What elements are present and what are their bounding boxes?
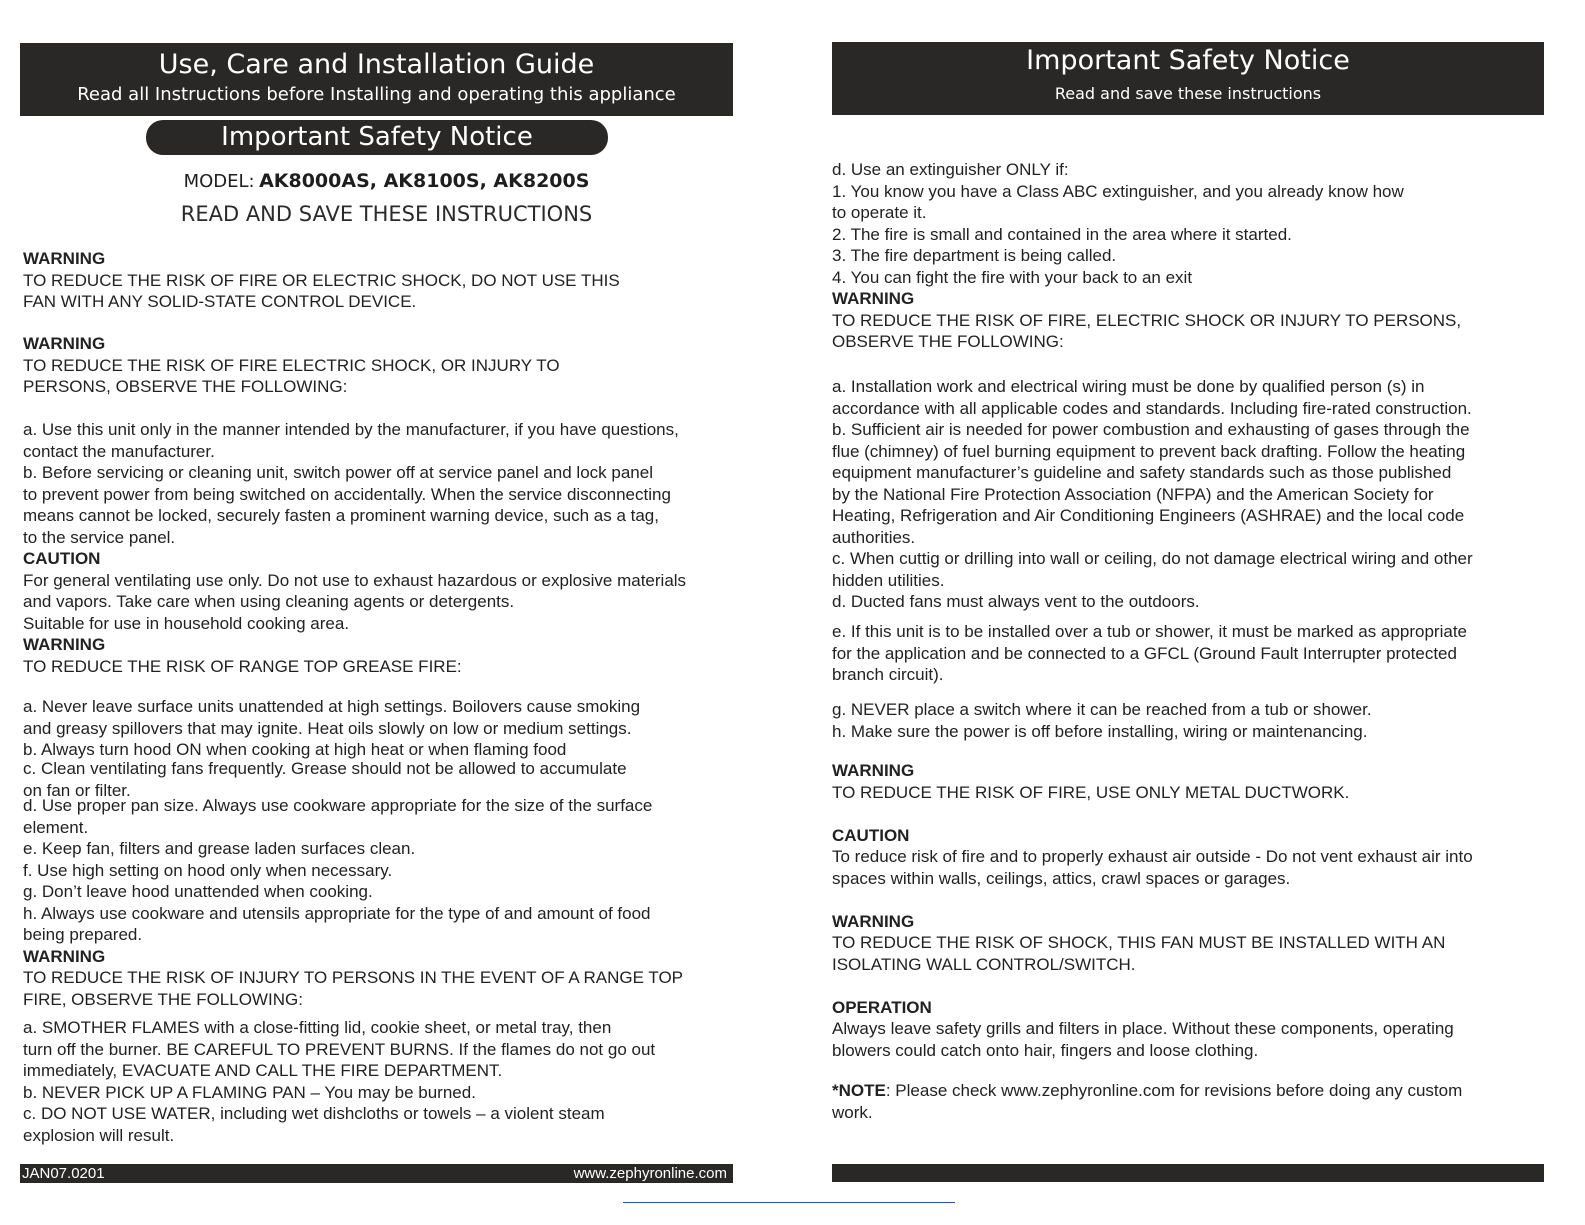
body-line: 4. You can fight the fire with your back to an exit <box>832 267 1193 287</box>
body-line: by the National Fire Protection Association (NFPA) and the American Society for <box>832 484 1434 504</box>
section-heading: WARNING <box>23 635 106 654</box>
body-line: contact the manufacturer. <box>23 441 215 461</box>
body-line <box>832 889 1473 911</box>
body-line: 3. The fire department is being called. <box>832 246 1117 265</box>
body-line: means cannot be locked, securely fasten a prominent warning device, such as a tag, <box>23 506 659 525</box>
left-header-title: Use, Care and Installation Guide <box>158 49 595 80</box>
body-line: c. When cuttig or drilling into wall or ceiling, do not damage electrical wiring and other <box>832 549 1473 568</box>
body-line <box>832 803 1473 825</box>
footer-url[interactable]: www.zephyronline.com <box>573 1165 727 1182</box>
left-text-block <box>23 333 560 398</box>
left-text-block <box>23 1017 655 1146</box>
model-line <box>20 170 753 192</box>
body-line: a. Installation work and electrical wiring must be done by qualified person (s) in <box>832 377 1425 396</box>
right-header-subtitle: Read and save these instructions <box>1054 84 1322 103</box>
body-line: f. Use high setting on hood only when necessary. <box>23 860 393 880</box>
left-text-block <box>23 795 683 1010</box>
left-header-bar <box>20 43 733 116</box>
body-line: on fan or filter. <box>23 780 131 800</box>
section-heading: WARNING <box>23 249 106 268</box>
body-line: For general ventilating use only. Do not use to exhaust hazardous or explosive materials <box>23 570 687 590</box>
body-line: b. NEVER PICK UP A FLAMING PAN – You may be burned. <box>23 1082 476 1102</box>
note-label: *NOTE <box>832 1081 886 1100</box>
body-line: c. Clean ventilating fans frequently. Grease should not be allowed to accumulate <box>23 759 627 778</box>
body-line: and greasy spillovers that may ignite. Heat oils slowly on low or medium settings. <box>23 718 632 738</box>
body-line: flue (chimney) of fuel burning equipment to prevent back drafting. Follow the heating <box>832 441 1466 461</box>
body-line: hidden utilities. <box>832 570 945 590</box>
body-line: OBSERVE THE FOLLOWING: <box>832 332 1064 351</box>
body-line: FIRE, OBSERVE THE FOLLOWING: <box>23 989 303 1009</box>
body-line: g. Don’t leave hood unattended when cooking. <box>23 882 373 901</box>
body-line: turn off the burner. BE CAREFUL TO PREVENT BURNS. If the flames do not go out <box>23 1039 656 1059</box>
right-text-block <box>832 621 1467 686</box>
section-heading: CAUTION <box>832 825 910 845</box>
body-line: TO REDUCE THE RISK OF FIRE ELECTRIC SHOCK, OR INJURY TO <box>23 355 560 375</box>
body-line: h. Always use cookware and utensils appropriate for the type of and amount of food <box>23 903 651 923</box>
read-save-heading: READ AND SAVE THESE INSTRUCTIONS <box>180 202 593 226</box>
section-heading: WARNING <box>832 761 915 780</box>
safety-notice-pill-label: Important Safety Notice <box>221 122 533 152</box>
body-line: Heating, Refrigeration and Air Conditioning Engineers (ASHRAE) and the local code <box>832 506 1465 525</box>
left-text-block <box>23 419 686 677</box>
body-line: FAN WITH ANY SOLID-STATE CONTROL DEVICE. <box>23 292 417 311</box>
body-line: d. Use an extinguisher ONLY if: <box>832 160 1069 179</box>
bottom-rule <box>623 1202 955 1203</box>
body-line: Suitable for use in household cooking area. <box>23 613 350 633</box>
section-heading: WARNING <box>832 911 915 931</box>
body-line: e. If this unit is to be installed over a tub or shower, it must be marked as appropriate <box>832 622 1467 641</box>
body-line: immediately, EVACUATE AND CALL THE FIRE DEPARTMENT. <box>23 1061 503 1080</box>
body-line: to the service panel. <box>23 527 176 547</box>
body-line: h. Make sure the power is off before installing, wiring or maintenancing. <box>832 721 1368 741</box>
body-line: a. Never leave surface units unattended at high settings. Boilovers cause smoking <box>23 697 641 716</box>
section-heading: WARNING <box>23 946 106 966</box>
body-line: 2. The fire is small and contained in the area where it started. <box>832 224 1292 244</box>
body-line: branch circuit). <box>832 665 944 684</box>
body-line: b. Sufficient air is needed for power combustion and exhausting of gases through the <box>832 420 1470 439</box>
right-text-block <box>832 1080 1462 1123</box>
body-line: being prepared. <box>23 925 143 944</box>
left-text-block <box>23 696 640 761</box>
body-line: explosion will result. <box>23 1125 175 1145</box>
safety-notice-pill <box>146 120 608 155</box>
right-text-block <box>832 699 1372 742</box>
right-text-block <box>832 760 1473 1061</box>
left-text-block <box>23 248 620 313</box>
body-line: to prevent power from being switched on accidentally. When the service disconnecting <box>23 484 671 504</box>
body-line: a. SMOTHER FLAMES with a close-fitting lid, cookie sheet, or metal tray, then <box>23 1018 612 1037</box>
body-line: 1. You know you have a Class ABC extinguisher, and you already know how <box>832 181 1404 201</box>
body-line: Always leave safety grills and filters in place. Without these components, operating <box>832 1019 1454 1038</box>
body-line: for the application and be connected to a GFCL (Ground Fault Interrupter protected <box>832 643 1457 663</box>
body-line: *NOTE: Please check www.zephyronline.com for revisions before doing any custom <box>832 1081 1463 1100</box>
right-footer-bar <box>832 1164 1544 1182</box>
body-line: d. Ducted fans must always vent to the outdoors. <box>832 592 1200 611</box>
body-line <box>832 975 1473 997</box>
body-line: PERSONS, OBSERVE THE FOLLOWING: <box>23 377 348 396</box>
body-line: a. Use this unit only in the manner intended by the manufacturer, if you have questions, <box>23 420 679 439</box>
right-header-bar <box>832 42 1544 115</box>
body-line: to operate it. <box>832 203 927 222</box>
body-line: spaces within walls, ceilings, attics, crawl spaces or garages. <box>832 868 1291 888</box>
body-line: To reduce risk of fire and to properly exhaust air outside - Do not vent exhaust air into <box>832 847 1473 866</box>
model-value: AK8000AS, AK8100S, AK8200S <box>259 170 590 192</box>
body-line: equipment manufacturer’s guideline and safety standards such as those published <box>832 463 1452 482</box>
section-heading: WARNING <box>832 289 915 308</box>
body-line: authorities. <box>832 527 916 547</box>
body-line: TO REDUCE THE RISK OF SHOCK, THIS FAN MUST BE INSTALLED WITH AN <box>832 933 1446 952</box>
body-line: and vapors. Take care when using cleaning agents or detergents. <box>23 592 515 611</box>
body-line: TO REDUCE THE RISK OF FIRE, USE ONLY METAL DUCTWORK. <box>832 782 1350 802</box>
body-line: TO REDUCE THE RISK OF FIRE, ELECTRIC SHOCK OR INJURY TO PERSONS, <box>832 310 1462 330</box>
body-line: ISOLATING WALL CONTROL/SWITCH. <box>832 954 1136 974</box>
body-line: b. Before servicing or cleaning unit, switch power off at service panel and lock panel <box>23 463 653 482</box>
left-footer-bar <box>20 1164 733 1183</box>
body-line: b. Always turn hood ON when cooking at high heat or when flaming food <box>23 740 567 759</box>
body-line: work. <box>832 1102 873 1122</box>
model-label: MODEL: <box>183 171 255 192</box>
body-line: c. DO NOT USE WATER, including wet dishcloths or towels – a violent steam <box>23 1104 605 1123</box>
body-line: accordance with all applicable codes and standards. Including fire-rated construction. <box>832 398 1472 418</box>
body-line: d. Use proper pan size. Always use cookware appropriate for the size of the surface <box>23 796 653 815</box>
left-header-subtitle: Read all Instructions before Installing and operating this appliance <box>77 84 676 105</box>
body-line: element. <box>23 817 89 837</box>
body-line: g. NEVER place a switch where it can be reached from a tub or shower. <box>832 700 1372 719</box>
footer-code: JAN07.0201 <box>22 1165 105 1182</box>
section-heading: CAUTION <box>23 549 101 568</box>
body-line: TO REDUCE THE RISK OF RANGE TOP GREASE FIRE: <box>23 656 462 676</box>
section-heading: WARNING <box>23 334 106 353</box>
right-text-block <box>832 159 1461 353</box>
body-line: TO REDUCE THE RISK OF INJURY TO PERSONS IN THE EVENT OF A RANGE TOP <box>23 968 684 987</box>
right-header-title: Important Safety Notice <box>1026 45 1350 76</box>
right-text-block <box>832 376 1473 613</box>
body-line: TO REDUCE THE RISK OF FIRE OR ELECTRIC SHOCK, DO NOT USE THIS <box>23 270 620 290</box>
body-line: e. Keep fan, filters and grease laden surfaces clean. <box>23 839 416 858</box>
body-line: blowers could catch onto hair, fingers and loose clothing. <box>832 1040 1259 1060</box>
section-heading: OPERATION <box>832 997 932 1017</box>
